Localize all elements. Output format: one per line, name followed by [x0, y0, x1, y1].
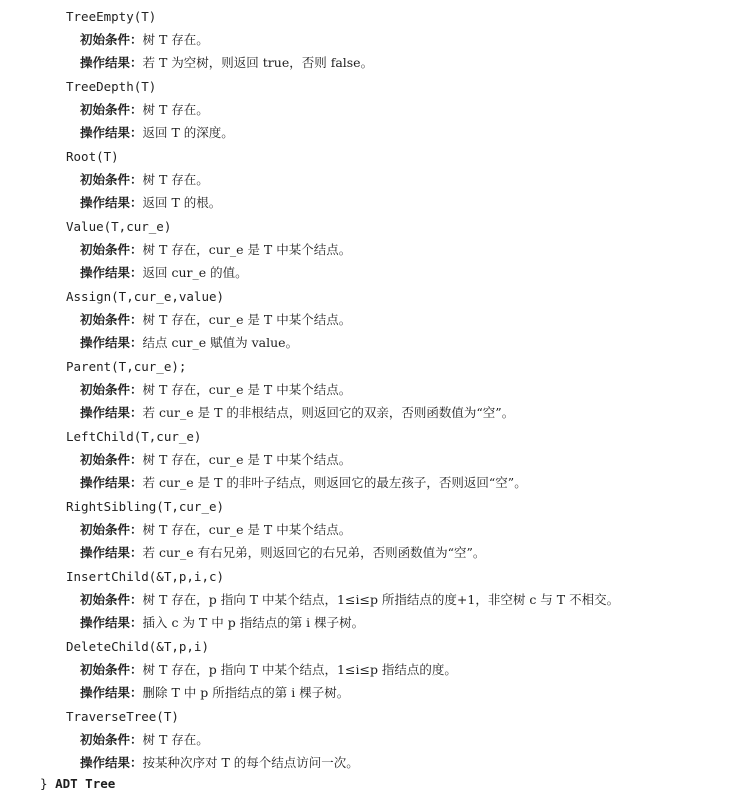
precondition-line — [80, 242, 351, 258]
precondition-label: 初始条件： — [80, 382, 143, 397]
result-line — [80, 405, 514, 421]
result-text: 若 T 为空树，则返回 true，否则 false。 — [142, 55, 374, 70]
result-label: 操作结果： — [80, 335, 143, 350]
precondition-label: 初始条件： — [80, 172, 143, 187]
result-line — [80, 195, 221, 211]
precondition-line — [80, 522, 351, 538]
result-label: 操作结果： — [80, 615, 143, 630]
operation-signature: TraverseTree(T) — [66, 709, 179, 724]
result-text: 若 cur_e 是 T 的非叶子结点，则返回它的最左孩子，否则返回“空”。 — [142, 475, 527, 490]
result-line — [80, 55, 373, 71]
result-text: 返回 T 的根。 — [142, 195, 222, 210]
result-label: 操作结果： — [80, 755, 143, 770]
precondition-label: 初始条件： — [80, 732, 143, 747]
closing-brace: } — [40, 776, 48, 791]
precondition-line — [80, 382, 351, 398]
operation-signature: LeftChild(T,cur_e) — [66, 429, 202, 444]
operation-signature: TreeDepth(T) — [66, 79, 157, 94]
result-line — [80, 755, 359, 771]
precondition-text: 树 T 存在，p 指向 T 中某个结点，1≤i≤p 所指结点的度+1，非空树 c 与 T 不相交。 — [142, 592, 620, 607]
result-text: 删除 T 中 p 所指结点的第 i 棵子树。 — [142, 685, 350, 700]
precondition-line — [80, 312, 351, 328]
operation-signature: Value(T,cur_e) — [66, 219, 172, 234]
result-label: 操作结果： — [80, 475, 143, 490]
precondition-text: 树 T 存在，cur_e 是 T 中某个结点。 — [142, 312, 352, 327]
precondition-line — [80, 732, 209, 748]
precondition-label: 初始条件： — [80, 242, 143, 257]
result-text: 结点 cur_e 赋值为 value。 — [142, 335, 299, 350]
result-line — [80, 265, 248, 281]
result-line — [80, 475, 527, 491]
result-label: 操作结果： — [80, 125, 143, 140]
operation-signature: InsertChild(&T,p,i,c) — [66, 569, 225, 584]
result-line — [80, 685, 349, 701]
result-label: 操作结果： — [80, 685, 143, 700]
result-line — [80, 335, 298, 351]
operation-signature: Parent(T,cur_e); — [66, 359, 187, 374]
precondition-label: 初始条件： — [80, 592, 143, 607]
result-text: 返回 T 的深度。 — [142, 125, 234, 140]
result-label: 操作结果： — [80, 265, 143, 280]
precondition-line — [80, 452, 351, 468]
result-text: 返回 cur_e 的值。 — [142, 265, 248, 280]
operation-signature: RightSibling(T,cur_e) — [66, 499, 225, 514]
result-text: 若 cur_e 有右兄弟，则返回它的右兄弟，否则函数值为“空”。 — [142, 545, 486, 560]
adt-end-label: ADT Tree — [55, 776, 116, 791]
precondition-label: 初始条件： — [80, 522, 143, 537]
result-label: 操作结果： — [80, 545, 143, 560]
precondition-line — [80, 102, 209, 118]
precondition-label: 初始条件： — [80, 452, 143, 467]
precondition-line — [80, 32, 209, 48]
precondition-text: 树 T 存在。 — [142, 32, 209, 47]
operation-signature: TreeEmpty(T) — [66, 9, 157, 24]
precondition-text: 树 T 存在。 — [142, 732, 209, 747]
precondition-label: 初始条件： — [80, 662, 143, 677]
precondition-text: 树 T 存在。 — [142, 172, 209, 187]
result-text: 插入 c 为 T 中 p 指结点的第 i 棵子树。 — [142, 615, 365, 630]
result-label: 操作结果： — [80, 55, 143, 70]
precondition-text: 树 T 存在，cur_e 是 T 中某个结点。 — [142, 382, 352, 397]
precondition-text: 树 T 存在，cur_e 是 T 中某个结点。 — [142, 522, 352, 537]
precondition-line — [80, 662, 457, 678]
result-label: 操作结果： — [80, 195, 143, 210]
operation-signature: DeleteChild(&T,p,i) — [66, 639, 209, 654]
precondition-line — [80, 172, 209, 188]
operation-signature: Assign(T,cur_e,value) — [66, 289, 225, 304]
result-line — [80, 545, 485, 561]
precondition-label: 初始条件： — [80, 102, 143, 117]
result-label: 操作结果： — [80, 405, 143, 420]
operation-signature: Root(T) — [66, 149, 119, 164]
result-line — [80, 125, 234, 141]
precondition-label: 初始条件： — [80, 312, 143, 327]
result-text: 若 cur_e 是 T 的非根结点，则返回它的双亲，否则函数值为“空”。 — [142, 405, 515, 420]
precondition-label: 初始条件： — [80, 32, 143, 47]
result-line — [80, 615, 364, 631]
result-text: 按某种次序对 T 的每个结点访问一次。 — [142, 755, 359, 770]
precondition-line — [80, 592, 619, 608]
precondition-text: 树 T 存在。 — [142, 102, 209, 117]
adt-closing-line — [40, 776, 115, 792]
precondition-text: 树 T 存在，cur_e 是 T 中某个结点。 — [142, 452, 352, 467]
precondition-text: 树 T 存在，cur_e 是 T 中某个结点。 — [142, 242, 352, 257]
precondition-text: 树 T 存在，p 指向 T 中某个结点，1≤i≤p 指结点的度。 — [142, 662, 457, 677]
